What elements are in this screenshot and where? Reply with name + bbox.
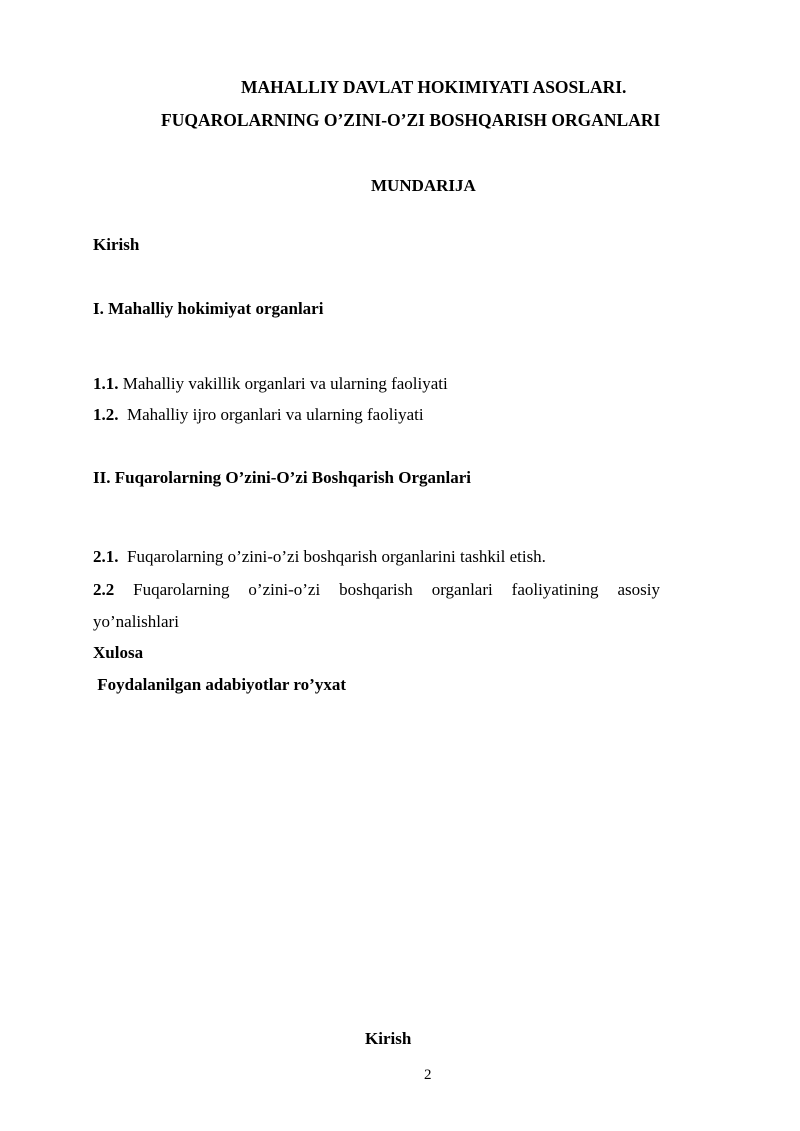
toc-item-word: Fuqarolarning [133,580,230,599]
toc-item-text: Mahalliy ijro organlari va ularning faoliyati [118,405,424,424]
toc-item-text: Mahalliy vakillik organlari va ularning faoliyati [118,374,448,393]
toc-item-number: 2.2 [93,580,115,599]
toc-references: Foydalanilgan adabiyotlar ro’yxat [93,675,346,694]
toc-item-word: o’zini-o’zi [248,580,321,599]
document-title-line-2: FUQAROLARNING O’ZINI-O’ZI BOSHQARISH ORGANLARI [161,110,661,130]
toc-item-number: 1.2. [93,405,119,424]
toc-conclusion: Xulosa [93,643,144,662]
toc-item-1-2 [93,406,424,423]
section-heading-kirish: Kirish [365,1029,412,1048]
toc-item-1-1 [93,375,448,392]
page-number: 2 [424,1067,432,1083]
toc-item-number: 1.1. [93,374,119,393]
toc-section-1-title: I. Mahalliy hokimiyat organlari [93,299,324,318]
toc-heading: MUNDARIJA [371,176,476,195]
toc-item-word: boshqarish [339,580,413,599]
toc-item-text: Fuqarolarning o’zini-o’zi boshqarish organlarini tashkil etish. [118,547,546,566]
document-title-line-1: MAHALLIY DAVLAT HOKIMIYATI ASOSLARI. [241,77,627,97]
toc-item-word: faoliyatining [511,580,599,599]
toc-item-number: 2.1. [93,547,119,566]
toc-item-word: organlari [431,580,493,599]
toc-section-2-title: II. Fuqarolarning O’zini-O’zi Boshqarish Organlari [93,468,471,487]
toc-intro: Kirish [93,235,140,254]
toc-item-2-2 [93,581,660,598]
toc-item-word: asosiy [617,580,660,599]
toc-item-2-2-continuation: yo’nalishlari [93,612,179,631]
toc-item-2-1 [93,548,546,565]
